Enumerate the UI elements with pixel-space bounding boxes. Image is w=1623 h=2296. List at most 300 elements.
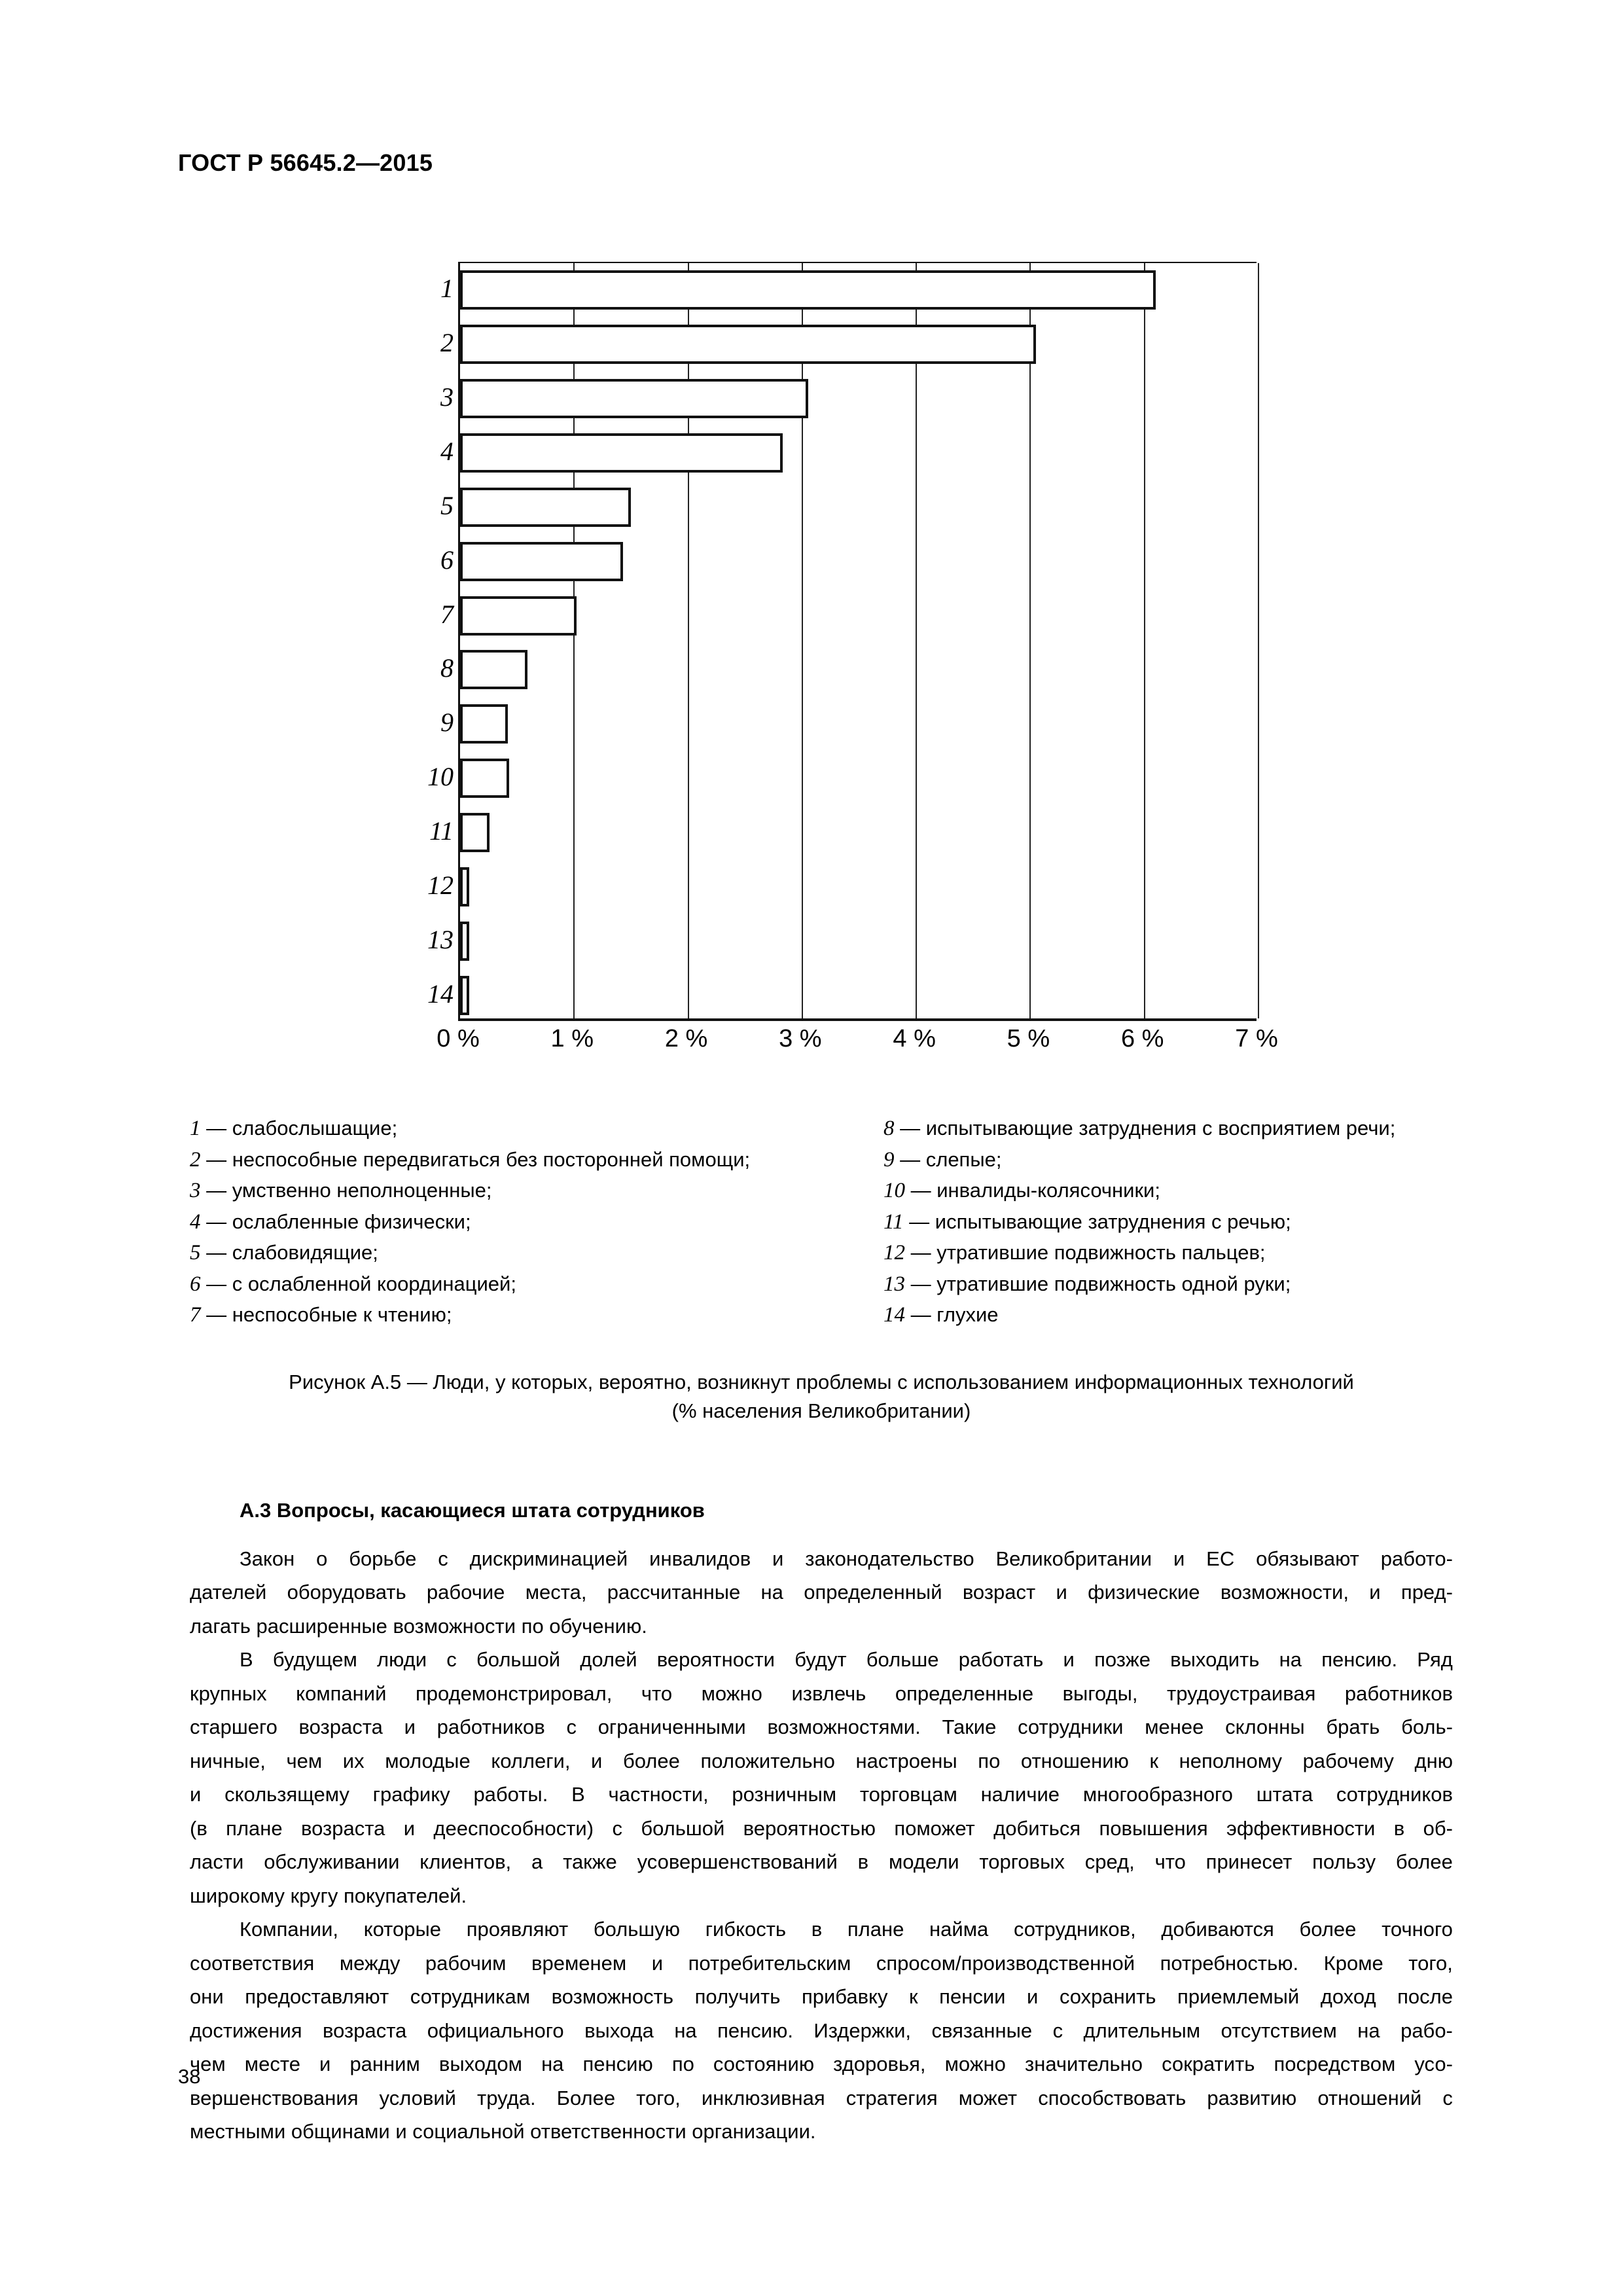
- word: сохранить: [1059, 1985, 1156, 2008]
- chart-bar-label: 4: [440, 436, 454, 466]
- legend-item: [190, 1144, 883, 1175]
- paragraph-line: [190, 1980, 1453, 2014]
- word: условий: [379, 2086, 456, 2109]
- word: многообразного: [1082, 1783, 1233, 1806]
- word: дню: [1414, 1749, 1453, 1772]
- chart-bar-label: 14: [427, 978, 454, 1009]
- page-number: 38: [178, 2065, 201, 2088]
- word: вершенствования: [190, 2086, 359, 2109]
- word: выходить: [1170, 1648, 1260, 1671]
- legend-item-label: — умственно неполноценные;: [200, 1179, 492, 1202]
- chart-bar-label: 9: [440, 708, 454, 738]
- paragraph-line: [190, 1812, 1453, 1846]
- word: ЕС: [1206, 1547, 1235, 1570]
- legend-item-index: 5: [190, 1241, 201, 1265]
- word: частности,: [608, 1783, 709, 1806]
- chart-bar-row: [440, 480, 1258, 534]
- word: наличие: [980, 1783, 1060, 1806]
- word: сотрудников,: [1013, 1918, 1136, 1941]
- chart-bar: [429, 813, 490, 852]
- word: положительно: [700, 1749, 835, 1772]
- legend-item: [190, 1268, 883, 1300]
- word: плане: [847, 1918, 904, 1941]
- word: потребностью.: [1160, 1951, 1299, 1975]
- word: рассчитанные: [607, 1581, 741, 1604]
- legend-item: [883, 1144, 1472, 1175]
- chart-bar: [440, 270, 1156, 310]
- word: ласти: [190, 1850, 244, 1873]
- word: приемлемый: [1177, 1985, 1300, 2008]
- word: усовершенствований: [637, 1850, 838, 1873]
- chart-bar-row: [427, 914, 1258, 968]
- word: отсутствием: [1221, 2018, 1337, 2042]
- word: сред,: [1084, 1850, 1135, 1873]
- word: возможностями.: [767, 1715, 921, 1738]
- word: определенный: [804, 1581, 942, 1604]
- legend-item-label: — с ослабленной координацией;: [200, 1272, 516, 1295]
- word: торговцам: [859, 1783, 957, 1806]
- word: оборудовать: [287, 1581, 406, 1604]
- word: посредством: [1274, 2053, 1396, 2075]
- paragraph-2: [190, 1643, 1453, 1912]
- word: чем: [286, 1749, 323, 1772]
- chart-bar-label: 5: [440, 490, 454, 520]
- chart-bar-label: 7: [440, 599, 454, 629]
- word: законодательство: [805, 1547, 974, 1570]
- word: на: [1279, 1648, 1302, 1671]
- chart-x-tick-label: 5 %: [1007, 1025, 1050, 1052]
- word: места,: [525, 1581, 587, 1604]
- legend-item-label: — слабослышащие;: [200, 1117, 398, 1139]
- word: связанные: [931, 2018, 1033, 2042]
- legend-item-index: 11: [883, 1210, 904, 1234]
- word: выгоды,: [1062, 1681, 1138, 1705]
- word: и: [1027, 1985, 1039, 2008]
- word: и: [1063, 1648, 1075, 1671]
- word: сотрудники: [1018, 1715, 1124, 1738]
- word: найма: [929, 1918, 989, 1941]
- word: работы.: [473, 1783, 548, 1806]
- word: работников: [1344, 1681, 1453, 1705]
- chart-bar-label: 1: [440, 274, 454, 304]
- word: позже: [1094, 1648, 1150, 1671]
- word: продемонстрировал,: [415, 1681, 613, 1705]
- word: состоянию: [713, 2053, 815, 2075]
- word: ограниченными: [597, 1715, 746, 1738]
- word: пенсии: [939, 1985, 1006, 2008]
- legend-item-label: — утратившие подвижность одной руки;: [905, 1272, 1291, 1295]
- word: чем: [190, 2053, 226, 2075]
- word: менее: [1145, 1715, 1204, 1738]
- legend-item-index: 8: [883, 1117, 895, 1140]
- legend-item: [883, 1268, 1472, 1300]
- word: пенсию: [582, 2053, 653, 2075]
- word: более: [1299, 1918, 1357, 1941]
- word: развитию: [1207, 2086, 1297, 2109]
- legend-item: [883, 1206, 1472, 1238]
- word: извлечь: [791, 1681, 866, 1705]
- word: добиться: [993, 1816, 1081, 1840]
- legend-item: [190, 1175, 883, 1206]
- word: об-: [1423, 1816, 1453, 1840]
- legend-item-label: — неспособные передвигаться без посторонней помощи;: [200, 1147, 751, 1171]
- chart-bar: [440, 488, 631, 527]
- chart-bar: [427, 922, 469, 961]
- paragraph-line: [190, 1778, 1453, 1812]
- figure-caption-line1: Рисунок А.5 — Люди, у которых, вероятно, возникнут проблемы с использованием информационных технологий: [289, 1371, 1354, 1393]
- paragraph-line: [190, 2014, 1453, 2048]
- word: с: [1442, 2086, 1453, 2109]
- word: по: [978, 1749, 1001, 1772]
- word: и: [1173, 1547, 1185, 1570]
- word: на: [541, 2053, 564, 2075]
- chart-bar-label: 3: [440, 382, 454, 412]
- legend-item: [190, 1206, 883, 1238]
- paragraph-line: широкому кругу покупателей.: [190, 1884, 467, 1907]
- word: можно: [944, 2053, 1006, 2075]
- word: возраста: [323, 2018, 407, 2042]
- word: соответствия: [190, 1951, 315, 1975]
- word: вероятности: [656, 1648, 775, 1671]
- word: достижения: [190, 2018, 302, 2042]
- word: пользу: [1312, 1850, 1376, 1873]
- word: пенсию.: [717, 2018, 793, 2042]
- chart-x-tick-label: 7 %: [1235, 1025, 1278, 1052]
- word: потребительским: [688, 1951, 851, 1975]
- word: на: [674, 2018, 697, 2042]
- word: большую: [593, 1918, 681, 1941]
- word: Закон: [240, 1547, 295, 1570]
- chart-bar: [440, 433, 783, 473]
- word: повышения: [1099, 1816, 1208, 1840]
- word: и: [591, 1749, 603, 1772]
- word: точного: [1382, 1918, 1453, 1941]
- legend-item-index: 2: [190, 1147, 201, 1172]
- word: Издержки,: [813, 2018, 912, 2042]
- word: что: [641, 1681, 673, 1705]
- word: эффективности: [1226, 1816, 1376, 1840]
- word: добиваются: [1161, 1918, 1274, 1941]
- word: выхода: [584, 2018, 654, 2042]
- legend-item-index: 14: [883, 1303, 905, 1327]
- legend-item: [883, 1237, 1472, 1268]
- word: с: [1052, 2018, 1063, 2042]
- word: предоставляют: [245, 1985, 389, 2008]
- chart-x-tick-label: 3 %: [779, 1025, 822, 1052]
- chart-bar-label: 12: [427, 870, 454, 900]
- word: длительным: [1083, 2018, 1201, 2042]
- word: штата: [1256, 1783, 1313, 1806]
- word: в: [857, 1850, 869, 1873]
- word: усо-: [1414, 2053, 1453, 2075]
- word: долей: [580, 1648, 637, 1671]
- legend-column-right: [883, 1113, 1472, 1331]
- word: В: [571, 1783, 585, 1806]
- word: по: [671, 2053, 694, 2075]
- legend-item: [190, 1237, 883, 1268]
- word: плане: [226, 1816, 283, 1840]
- word: которые: [363, 1918, 442, 1941]
- word: рабочим: [425, 1951, 507, 1975]
- word: неполному: [1179, 1749, 1282, 1772]
- paragraph-line: [190, 1542, 1453, 1576]
- word: о: [316, 1547, 328, 1570]
- chart-bar-label: 6: [440, 545, 454, 575]
- chart-bar-row: [440, 534, 1258, 588]
- word: на: [1357, 2018, 1380, 2042]
- paragraph-line: [190, 1643, 1453, 1677]
- chart-bar-label: 8: [440, 653, 454, 683]
- word: после: [1397, 1985, 1453, 2008]
- word: здоровья,: [833, 2053, 926, 2075]
- chart-bar: [427, 976, 469, 1015]
- section-heading: А.3 Вопросы, касающиеся штата сотрудников: [240, 1499, 705, 1522]
- chart-x-tick-label: 6 %: [1120, 1025, 1164, 1052]
- word: вероятностью: [743, 1816, 876, 1840]
- legend-item-label: — испытывающие затруднения с речью;: [903, 1210, 1291, 1233]
- paragraph-3: [190, 1912, 1453, 2149]
- chart-bar: [440, 596, 577, 636]
- word: рабо-: [1400, 2018, 1453, 2042]
- legend-item: [190, 1113, 883, 1144]
- word: боль-: [1401, 1715, 1453, 1738]
- word: значительно: [1025, 2053, 1143, 2075]
- word: инклюзивная: [701, 2086, 825, 2109]
- word: с: [566, 1715, 577, 1738]
- chart-bar-row: [440, 317, 1258, 372]
- word: также: [563, 1850, 617, 1873]
- word: сократить: [1162, 2053, 1255, 2075]
- word: прибавку: [801, 1985, 888, 2008]
- chart-bars: [427, 263, 1257, 1018]
- legend-column-left: [190, 1113, 883, 1331]
- word: модели: [888, 1850, 959, 1873]
- chart-bar: [440, 325, 1036, 364]
- word: борьбе: [349, 1547, 417, 1570]
- chart-bar: [427, 867, 469, 906]
- word: может: [958, 2086, 1018, 2109]
- legend-item-index: 9: [883, 1147, 895, 1172]
- word: и: [1056, 1581, 1067, 1604]
- word: сотрудников: [1336, 1783, 1453, 1806]
- word: Великобритании: [995, 1547, 1152, 1570]
- legend-item-index: 3: [190, 1179, 201, 1202]
- paragraph-line: местными общинами и социальной ответственности организации.: [190, 2120, 816, 2143]
- word: настроены: [855, 1749, 957, 1772]
- word: и: [190, 1783, 202, 1806]
- chart-bar: [440, 704, 508, 744]
- word: больше: [866, 1648, 939, 1671]
- legend-item-index: 13: [883, 1272, 905, 1296]
- word: Ряд: [1417, 1648, 1453, 1671]
- paragraph-line: [190, 1744, 1453, 1778]
- legend-item: [883, 1299, 1472, 1331]
- word: рабочие: [426, 1581, 505, 1604]
- word: склонны: [1225, 1715, 1305, 1738]
- legend-item-label: — слабовидящие;: [200, 1241, 378, 1264]
- legend-item-label: — слепые;: [894, 1147, 1002, 1171]
- word: а: [531, 1850, 543, 1873]
- figure-caption-line2: (% населения Великобритании): [671, 1399, 971, 1422]
- word: старшего: [190, 1715, 277, 1738]
- word: инвалидов: [649, 1547, 751, 1570]
- word: пенсию.: [1321, 1648, 1398, 1671]
- legend-item-label: — испытывающие затруднения с восприятием речи;: [894, 1117, 1396, 1139]
- word: молодые: [385, 1749, 471, 1772]
- legend-item-index: 10: [883, 1179, 905, 1202]
- word: с: [446, 1648, 457, 1671]
- word: можно: [701, 1681, 762, 1705]
- word: способствовать: [1038, 2086, 1186, 2109]
- word: компаний: [296, 1681, 387, 1705]
- word: труда.: [477, 2086, 536, 2109]
- chart-bar-row: [427, 859, 1258, 914]
- paragraph-line: [190, 1845, 1453, 1879]
- chart-bar-row: [427, 968, 1258, 1022]
- word: гибкость: [705, 1918, 787, 1941]
- word: возраст: [962, 1581, 1036, 1604]
- word: физические: [1088, 1581, 1200, 1604]
- chart-bar-label: 11: [429, 816, 454, 846]
- document-standard-header: ГОСТ Р 56645.2—2015: [178, 149, 433, 176]
- body-text: [190, 1494, 1453, 2149]
- word: стратегия: [846, 2086, 938, 2109]
- word: к: [1149, 1749, 1159, 1772]
- paragraph-line: [190, 2047, 1453, 2081]
- word: более: [622, 1749, 680, 1772]
- legend-item-label: — неспособные к чтению;: [200, 1303, 452, 1326]
- word: скользящему: [224, 1783, 349, 1806]
- chart-x-tick-label: 0 %: [437, 1025, 480, 1052]
- legend-item: [883, 1113, 1472, 1144]
- word: возраста: [301, 1816, 385, 1840]
- word: дискриминацией: [469, 1547, 628, 1570]
- word: между: [339, 1951, 401, 1975]
- chart-plot-area: [427, 262, 1257, 1021]
- word: проявляют: [466, 1918, 569, 1941]
- word: сотрудникам: [410, 1985, 531, 2008]
- paragraph-line: лагать расширенные возможности по обучению.: [190, 1614, 647, 1638]
- word: на: [760, 1581, 783, 1604]
- paragraph-line: [190, 2081, 1453, 2115]
- legend-item: [190, 1299, 883, 1331]
- word: того,: [1408, 1951, 1453, 1975]
- word: торговых: [979, 1850, 1065, 1873]
- word: ранним: [349, 2053, 420, 2075]
- word: принесет: [1205, 1850, 1293, 1873]
- word: и: [404, 1715, 416, 1738]
- word: с: [612, 1816, 622, 1840]
- legend-item-index: 7: [190, 1303, 201, 1327]
- word: работо-: [1380, 1547, 1453, 1570]
- word: более: [1395, 1850, 1453, 1873]
- word: возможности,: [1220, 1581, 1349, 1604]
- chart-bar: [440, 379, 808, 418]
- word: дееспособности): [433, 1816, 594, 1840]
- word: и: [1369, 1581, 1381, 1604]
- chart-x-tick-label: 4 %: [893, 1025, 936, 1052]
- word: большой: [476, 1648, 561, 1671]
- legend-item-label: — глухие: [905, 1303, 999, 1326]
- legend-item-index: 4: [190, 1210, 201, 1234]
- word: спросом/производственной: [876, 1951, 1135, 1975]
- legend-item-label: — ослабленные физически;: [200, 1210, 471, 1233]
- chart-bar: [427, 759, 509, 798]
- word: возможность: [551, 1985, 674, 2008]
- paragraph-line: [190, 1912, 1453, 1946]
- word: и: [319, 2053, 331, 2075]
- word: клиентов,: [419, 1850, 512, 1873]
- word: отношений: [1317, 2086, 1422, 2109]
- chart-x-axis: [437, 1025, 1278, 1064]
- word: Кроме: [1323, 1951, 1383, 1975]
- word: большой: [641, 1816, 725, 1840]
- word: Такие: [942, 1715, 997, 1738]
- word: люди: [377, 1648, 427, 1671]
- chart-bar: [440, 542, 623, 581]
- chart-bar-row: [440, 697, 1258, 751]
- legend-item: [883, 1175, 1472, 1206]
- legend-item-index: 1: [190, 1117, 201, 1140]
- word: и: [403, 1816, 416, 1840]
- word: в: [1393, 1816, 1405, 1840]
- word: работать: [958, 1648, 1044, 1671]
- legend-item-label: — утратившие подвижность пальцев;: [905, 1241, 1266, 1264]
- word: и: [651, 1951, 664, 1975]
- word: к: [909, 1985, 918, 2008]
- chart-bar: [440, 650, 527, 689]
- word: возраста: [298, 1715, 383, 1738]
- word: крупных: [190, 1681, 267, 1705]
- word: розничным: [732, 1783, 837, 1806]
- word: месте: [244, 2053, 300, 2075]
- chart-bar-row: [429, 806, 1258, 860]
- word: трудоустраивая: [1167, 1681, 1316, 1705]
- word: определенные: [895, 1681, 1034, 1705]
- word: временем: [531, 1951, 627, 1975]
- paragraph-line: [190, 1677, 1453, 1711]
- figure-a5-chart: [427, 262, 1278, 1052]
- paragraph-line: [190, 1946, 1453, 1981]
- legend-item-index: 6: [190, 1272, 201, 1296]
- word: дателей: [190, 1581, 267, 1604]
- word: доход: [1320, 1985, 1376, 2008]
- word: обязывают: [1256, 1547, 1359, 1570]
- word: (в: [190, 1816, 207, 1840]
- word: их: [342, 1749, 365, 1772]
- word: будущем: [272, 1648, 357, 1671]
- word: Компании,: [240, 1918, 339, 1941]
- legend-item-index: 12: [883, 1241, 905, 1265]
- word: В: [240, 1648, 253, 1671]
- chart-bar-row: [440, 372, 1258, 426]
- word: отношению: [1020, 1749, 1129, 1772]
- figure-caption: [190, 1368, 1453, 1426]
- paragraph-line: [190, 1575, 1453, 1609]
- chart-bar-row: [440, 588, 1258, 643]
- word: того,: [636, 2086, 681, 2109]
- word: пред-: [1400, 1581, 1453, 1604]
- word: будут: [794, 1648, 847, 1671]
- word: выходом: [438, 2053, 522, 2075]
- chart-x-tick-label: 2 %: [664, 1025, 708, 1052]
- paragraph-line: [190, 1710, 1453, 1744]
- word: обслуживании: [264, 1850, 400, 1873]
- chart-bar-row: [440, 643, 1258, 697]
- legend-item-label: — инвалиды-колясочники;: [905, 1179, 1160, 1202]
- chart-bar-row: [440, 426, 1258, 480]
- word: что: [1154, 1850, 1186, 1873]
